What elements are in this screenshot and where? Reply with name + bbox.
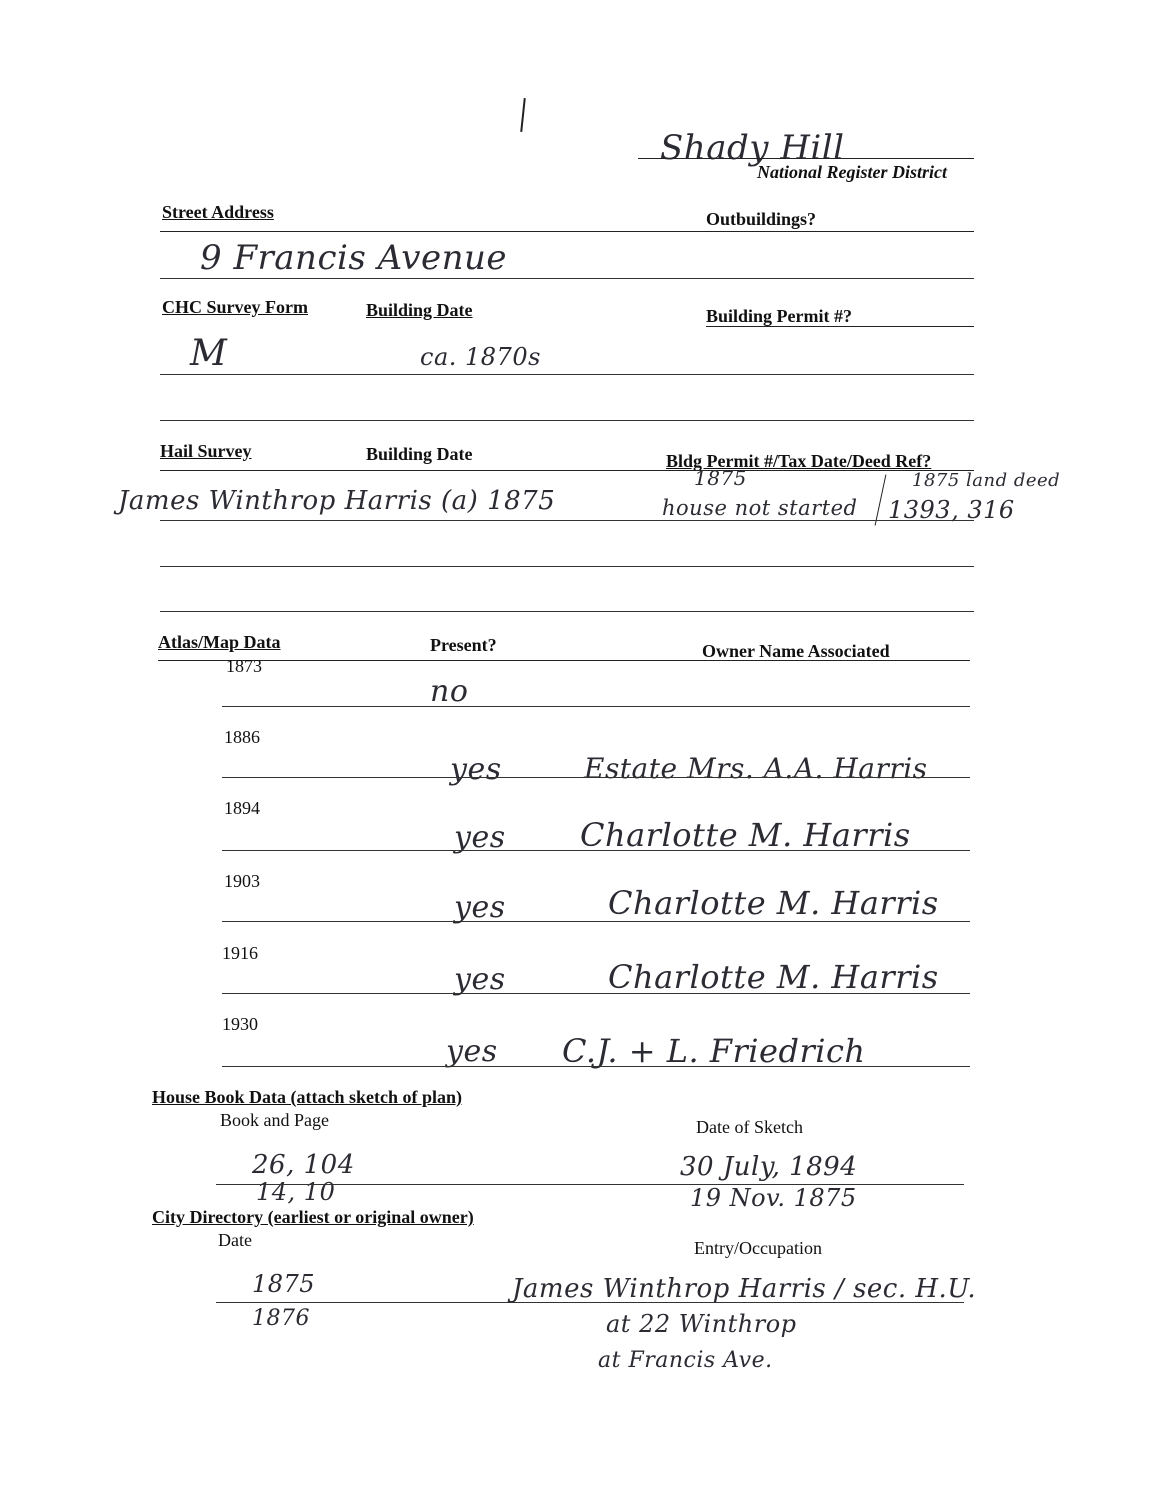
directory-date-2: 1876 bbox=[252, 1306, 310, 1331]
district-label: National Register District bbox=[757, 162, 948, 182]
hail-separator bbox=[875, 474, 887, 525]
atlas-present: yes bbox=[446, 1034, 498, 1069]
book-page-value-1: 26, 104 bbox=[252, 1150, 355, 1180]
sketch-date-label: Date of Sketch bbox=[696, 1117, 803, 1137]
chc-extra-rule bbox=[160, 420, 974, 421]
hail-permit-label: Bldg Permit #/Tax Date/Deed Ref? bbox=[666, 451, 932, 471]
atlas-year: 1873 bbox=[226, 656, 262, 676]
atlas-label: Atlas/Map Data bbox=[158, 632, 281, 652]
atlas-row-rule bbox=[222, 921, 970, 922]
street-address-value: 9 Francis Avenue bbox=[200, 238, 508, 278]
atlas-row-rule bbox=[222, 1066, 970, 1067]
street-header-rule bbox=[160, 231, 974, 232]
sketch-date-value-1: 30 July, 1894 bbox=[680, 1152, 858, 1182]
city-directory-label: City Directory (earliest or original owner) bbox=[152, 1207, 474, 1227]
hail-permit-note: house not started bbox=[662, 496, 858, 520]
house-book-label: House Book Data (attach sketch of plan) bbox=[152, 1087, 463, 1107]
atlas-present: yes bbox=[450, 752, 502, 787]
chc-value-rule bbox=[160, 374, 974, 375]
atlas-row-rule bbox=[222, 993, 970, 994]
atlas-owner-label: Owner Name Associated bbox=[702, 641, 890, 661]
hail-deed-note: 1875 land deed bbox=[912, 470, 1061, 491]
chc-permit-rule bbox=[706, 326, 974, 327]
chc-permit-label: Building Permit #? bbox=[706, 306, 853, 326]
hail-entry-value: James Winthrop Harris (a) 1875 bbox=[118, 486, 556, 516]
atlas-row-rule bbox=[222, 706, 970, 707]
district-rule bbox=[638, 158, 974, 159]
atlas-owner: Charlotte M. Harris bbox=[580, 816, 911, 854]
directory-date-label: Date bbox=[218, 1230, 252, 1250]
atlas-present: yes bbox=[454, 890, 506, 925]
entry-occupation-label: Entry/Occupation bbox=[694, 1238, 822, 1258]
atlas-row-rule bbox=[222, 850, 970, 851]
directory-entry-2: at 22 Winthrop bbox=[606, 1310, 797, 1338]
outbuildings-label: Outbuildings? bbox=[706, 209, 817, 229]
atlas-present: yes bbox=[454, 962, 506, 997]
atlas-year: 1916 bbox=[222, 943, 258, 963]
hail-value-rule bbox=[160, 520, 974, 521]
atlas-present: no bbox=[430, 674, 469, 709]
chc-date-value: ca. 1870s bbox=[420, 343, 541, 371]
house-book-rule bbox=[216, 1184, 964, 1185]
atlas-header-rule bbox=[158, 660, 970, 661]
atlas-year: 1894 bbox=[224, 798, 260, 818]
atlas-year: 1903 bbox=[224, 871, 260, 891]
atlas-year: 1886 bbox=[224, 727, 260, 747]
atlas-owner: Charlotte M. Harris bbox=[608, 884, 939, 922]
atlas-owner: Estate Mrs. A.A. Harris bbox=[584, 752, 928, 785]
chc-survey-value: M bbox=[190, 333, 228, 374]
hail-permit-year: 1875 bbox=[694, 466, 747, 490]
directory-date-1: 1875 bbox=[252, 1270, 316, 1298]
district-handwritten: Shady Hill bbox=[660, 128, 845, 168]
directory-entry-1: James Winthrop Harris / sec. H.U. bbox=[512, 1274, 977, 1304]
chc-survey-label: CHC Survey Form bbox=[162, 297, 308, 317]
street-address-label: Street Address bbox=[162, 202, 274, 222]
book-page-label: Book and Page bbox=[220, 1110, 329, 1130]
chc-building-date-label: Building Date bbox=[366, 300, 473, 320]
sketch-date-value-2: 19 Nov. 1875 bbox=[690, 1184, 857, 1212]
atlas-owner: C.J. + L. Friedrich bbox=[562, 1032, 866, 1070]
hail-deed-ref: 1393, 316 bbox=[888, 496, 1015, 524]
stray-pen-mark bbox=[520, 98, 526, 132]
atlas-year: 1930 bbox=[222, 1014, 258, 1034]
hail-extra-rule-2 bbox=[160, 611, 974, 612]
street-value-rule bbox=[160, 278, 974, 279]
atlas-row-rule bbox=[222, 777, 970, 778]
hail-header-rule bbox=[160, 470, 974, 471]
hail-extra-rule-1 bbox=[160, 566, 974, 567]
book-page-value-2: 14, 10 bbox=[256, 1178, 336, 1206]
atlas-present-label: Present? bbox=[430, 635, 497, 655]
hail-survey-label: Hail Survey bbox=[160, 441, 252, 461]
atlas-owner: Charlotte M. Harris bbox=[608, 958, 939, 996]
atlas-present: yes bbox=[454, 820, 506, 855]
directory-entry-3: at Francis Ave. bbox=[598, 1348, 773, 1373]
hail-building-date-label: Building Date bbox=[366, 444, 473, 464]
